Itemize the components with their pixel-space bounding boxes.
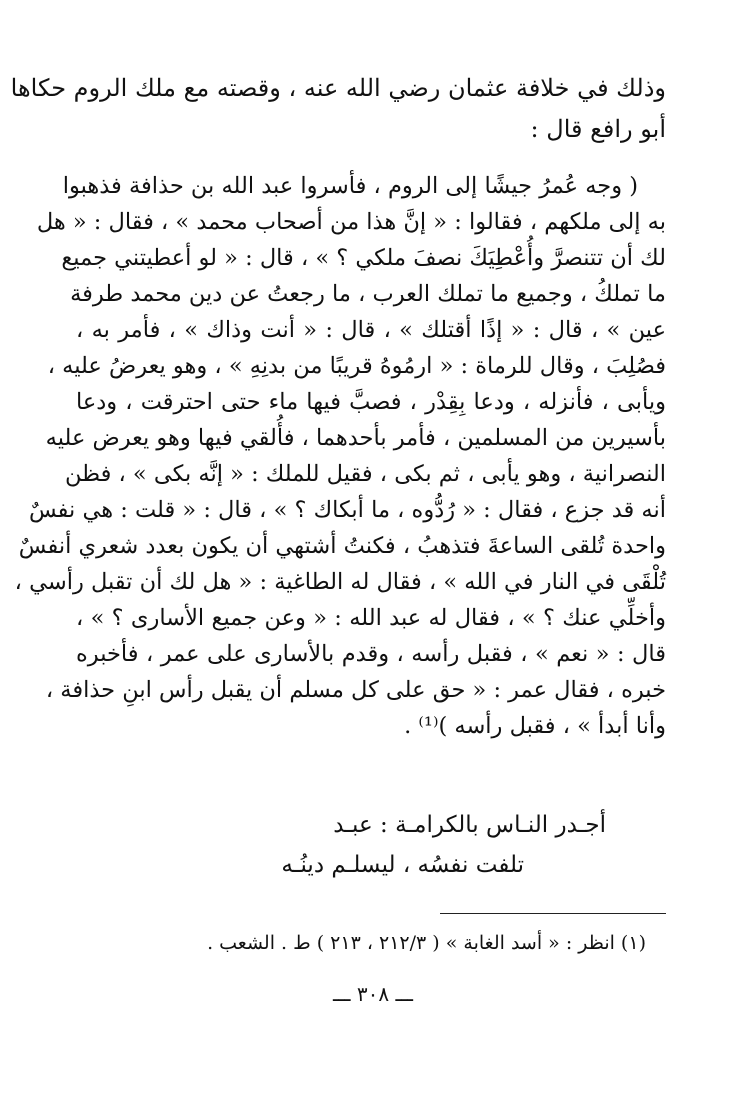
footnote: (١) انظر : « أسد الغابة » ( ٢١٢/٣ ، ٢١٣ ) ط . الشعب . <box>207 932 646 954</box>
poem-verse-first-half: أجـدر النـاس بالكرامـة : عبـد <box>333 812 606 838</box>
story-line: واحدة تُلقى الساعةَ فتذهبُ ، فكنتُ أشتهي أن يكون بعدد شعري أنفسٌ <box>18 533 666 559</box>
story-line: عين » ، قال : « إذًا أقتلك » ، قال : « أنت وذاك » ، فأمر به ، <box>76 317 666 343</box>
story-line: فصُلِبَ ، وقال للرماة : « ارمُوهُ قريبًا من بدنِهِ » ، وهو يعرضُ عليه ، <box>47 353 666 379</box>
story-line: أنه قد جزع ، فقال : « رُدُّوه ، ما أبكاك ؟ » ، قال : « قلت : هي نفسٌ <box>28 497 666 523</box>
intro-paragraph <box>10 68 666 150</box>
story-line: خبره ، فقال عمر : « حق على كل مسلم أن يقبل رأس ابنِ حذافة ، <box>45 677 666 703</box>
story-line: تُلْقَى في النار في الله » ، فقال له الطاغية : « هل لك أن تقبل رأسي ، <box>14 569 666 595</box>
story-line: النصرانية ، وهو يأبى ، ثم بكى ، فقيل للملك : « إنَّه بكى » ، فظن <box>65 461 666 487</box>
footnote-divider <box>440 913 666 914</box>
story-line: وأنا أبدأ » ، فقبل رأسه )⁽¹⁾ . <box>404 713 666 739</box>
story-line: ويأبى ، فأنزله ، ودعا بِقِدْر ، فصبَّ فيها ماء حتى احترقت ، ودعا <box>76 389 666 415</box>
story-line: قال : « نعم » ، فقبل رأسه ، وقدم بالأسارى على عمر ، فأخبره <box>76 641 666 667</box>
story-line: لك أن تتنصرَّ وأُعْطِيَكَ نصفَ ملكي ؟ » ، قال : « لو أعطيتني جميع <box>61 245 666 271</box>
intro-line: أبو رافع قال : <box>530 115 666 143</box>
story-line: به إلى ملكهم ، فقالوا : « إنَّ هذا من أصحاب محمد » ، فقال : « هل <box>36 209 666 235</box>
intro-line: وذلك في خلافة عثمان رضي الله عنه ، وقصته مع ملك الروم حكاها <box>10 74 666 102</box>
story-line: ما تملكُ ، وجميع ما تملك العرب ، ما رجعتُ عن دين محمد طرفة <box>70 281 666 307</box>
story-line: بأسيرين من المسلمين ، فأمر بأحدهما ، فأُلقي فيها وهو يعرض عليه <box>45 425 666 451</box>
story-paragraph <box>14 168 666 744</box>
story-line: وأخلِّي عنك ؟ » ، فقال له عبد الله : « وعن جميع الأسارى ؟ » ، <box>76 605 666 631</box>
poem-verse-second-half: تلفت نفسُه ، ليسلـم دينُـه <box>281 852 524 878</box>
story-line: ( وجه عُمرُ جيشًا إلى الروم ، فأسروا عبد الله بن حذافة فذهبوا <box>62 173 638 199</box>
page-number: ـــ ٣٠٨ ـــ <box>332 982 414 1006</box>
